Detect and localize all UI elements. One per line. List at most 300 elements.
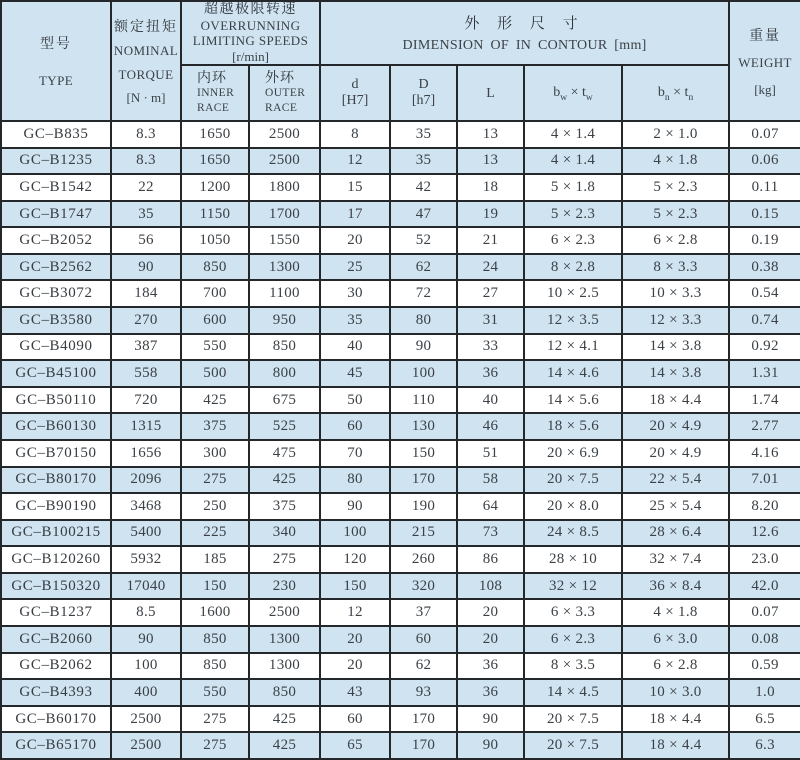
cell-D: 320 [390,573,457,600]
cell-type: GC–B2562 [1,254,111,281]
cell-D: 150 [390,440,457,467]
cell-outer-race: 1700 [249,201,320,228]
cell-L: 13 [457,148,524,175]
cell-torque: 17040 [111,573,181,600]
table-row [1,653,800,680]
cell-bn-tn: 22 × 5.4 [622,467,729,494]
cell-weight: 0.11 [729,174,800,201]
cell-L: 18 [457,174,524,201]
cell-outer-race: 1300 [249,653,320,680]
cell-L: 36 [457,653,524,680]
col-header-type [1,1,111,121]
cell-type: GC–B1235 [1,148,111,175]
table-row [1,360,800,387]
cell-D: 52 [390,227,457,254]
torque-header-unit: [N · m] [126,90,166,106]
cell-bw-tw: 20 × 7.5 [524,732,622,759]
d-header-tolerance: [H7] [341,93,369,108]
cell-d: 90 [320,493,390,520]
cell-bn-tn: 14 × 3.8 [622,334,729,361]
outer-race-zh: 外环 [265,70,295,86]
cell-torque: 400 [111,679,181,706]
cell-type: GC–B90190 [1,493,111,520]
cell-d: 60 [320,413,390,440]
cell-bw-tw: 20 × 7.5 [524,467,622,494]
cell-type: GC–B2060 [1,626,111,653]
cell-d: 35 [320,307,390,334]
col-header-speeds [181,1,320,65]
cell-bw-tw: 14 × 4.5 [524,679,622,706]
col-header-outer-race [249,65,320,121]
cell-bn-tn: 4 × 1.8 [622,148,729,175]
cell-type: GC–B45100 [1,360,111,387]
cell-L: 36 [457,360,524,387]
cell-outer-race: 425 [249,706,320,733]
cell-L: 58 [457,467,524,494]
table-row [1,626,800,653]
cell-inner-race: 225 [181,520,249,547]
cell-outer-race: 1100 [249,280,320,307]
cell-L: 64 [457,493,524,520]
inner-race-en1: INNER [197,86,235,99]
cell-L: 20 [457,626,524,653]
cell-weight: 6.5 [729,706,800,733]
cell-outer-race: 1300 [249,626,320,653]
table-row [1,573,800,600]
cell-outer-race: 800 [249,360,320,387]
D-header-symbol: D [418,77,429,92]
col-header-weight [729,1,800,121]
cell-torque: 100 [111,653,181,680]
outer-race-en1: OUTER [265,86,306,99]
table-row [1,280,800,307]
cell-bw-tw: 24 × 8.5 [524,520,622,547]
cell-weight: 7.01 [729,467,800,494]
cell-inner-race: 150 [181,573,249,600]
cell-d: 40 [320,334,390,361]
cell-bn-tn: 20 × 4.9 [622,413,729,440]
cell-D: 60 [390,626,457,653]
cell-outer-race: 1300 [249,254,320,281]
torque-header-zh: 额定扭矩 [114,19,178,35]
cell-L: 21 [457,227,524,254]
cell-weight: 23.0 [729,546,800,573]
cell-D: 93 [390,679,457,706]
cell-d: 150 [320,573,390,600]
cell-torque: 2096 [111,467,181,494]
cell-torque: 184 [111,280,181,307]
cell-bw-tw: 12 × 3.5 [524,307,622,334]
cell-bw-tw: 4 × 1.4 [524,121,622,148]
cell-D: 72 [390,280,457,307]
table-row [1,732,800,759]
cell-type: GC–B70150 [1,440,111,467]
cell-bw-tw: 20 × 6.9 [524,440,622,467]
cell-type: GC–B150320 [1,573,111,600]
cell-bn-tn: 5 × 2.3 [622,174,729,201]
cell-D: 35 [390,148,457,175]
cell-weight: 0.07 [729,599,800,626]
cell-bn-tn: 18 × 4.4 [622,706,729,733]
cell-inner-race: 275 [181,706,249,733]
cell-type: GC–B3072 [1,280,111,307]
col-header-torque [111,1,181,121]
table-row [1,121,800,148]
cell-bn-tn: 5 × 2.3 [622,201,729,228]
cell-D: 100 [390,360,457,387]
cell-L: 24 [457,254,524,281]
cell-bn-tn: 6 × 2.8 [622,227,729,254]
table-row [1,148,800,175]
cell-outer-race: 1800 [249,174,320,201]
cell-weight: 0.59 [729,653,800,680]
cell-L: 33 [457,334,524,361]
cell-type: GC–B80170 [1,467,111,494]
cell-bw-tw: 8 × 2.8 [524,254,622,281]
cell-D: 130 [390,413,457,440]
cell-torque: 5400 [111,520,181,547]
cell-d: 20 [320,227,390,254]
cell-type: GC–B2052 [1,227,111,254]
cell-weight: 12.6 [729,520,800,547]
cell-L: 13 [457,121,524,148]
cell-d: 12 [320,148,390,175]
cell-bn-tn: 2 × 1.0 [622,121,729,148]
cell-bn-tn: 10 × 3.3 [622,280,729,307]
cell-type: GC–B3580 [1,307,111,334]
cell-D: 62 [390,653,457,680]
cell-inner-race: 1150 [181,201,249,228]
cell-torque: 56 [111,227,181,254]
cell-outer-race: 850 [249,334,320,361]
cell-weight: 0.06 [729,148,800,175]
torque-header-en1: NOMINAL [113,43,179,59]
cell-weight: 0.08 [729,626,800,653]
cell-bw-tw: 18 × 5.6 [524,413,622,440]
cell-torque: 1656 [111,440,181,467]
cell-D: 260 [390,546,457,573]
cell-L: 90 [457,706,524,733]
cell-inner-race: 700 [181,280,249,307]
cell-bn-tn: 8 × 3.3 [622,254,729,281]
cell-outer-race: 1550 [249,227,320,254]
type-header-en: TYPE [38,73,74,89]
cell-inner-race: 425 [181,387,249,414]
weight-header-en: WEIGHT [738,55,792,70]
cell-D: 90 [390,334,457,361]
cell-d: 43 [320,679,390,706]
cell-inner-race: 550 [181,334,249,361]
type-header-zh: 型号 [40,36,72,52]
cell-inner-race: 1200 [181,174,249,201]
cell-type: GC–B50110 [1,387,111,414]
table-row [1,334,800,361]
col-header-D [390,65,457,121]
col-header-bw-tw [524,65,622,121]
cell-d: 30 [320,280,390,307]
cell-type: GC–B100215 [1,520,111,547]
cell-torque: 8.3 [111,148,181,175]
cell-inner-race: 1600 [181,599,249,626]
cell-D: 62 [390,254,457,281]
cell-torque: 270 [111,307,181,334]
cell-inner-race: 850 [181,626,249,653]
table-row [1,254,800,281]
cell-d: 70 [320,440,390,467]
cell-weight: 6.3 [729,732,800,759]
cell-inner-race: 300 [181,440,249,467]
table-row [1,227,800,254]
cell-torque: 35 [111,201,181,228]
cell-L: 31 [457,307,524,334]
col-header-bn-tn [622,65,729,121]
cell-bw-tw: 12 × 4.1 [524,334,622,361]
cell-inner-race: 550 [181,679,249,706]
col-header-inner-race [181,65,249,121]
cell-D: 170 [390,706,457,733]
cell-L: 40 [457,387,524,414]
L-header-symbol: L [486,86,495,101]
cell-torque: 387 [111,334,181,361]
cell-d: 80 [320,467,390,494]
cell-L: 19 [457,201,524,228]
cell-type: GC–B60170 [1,706,111,733]
cell-d: 50 [320,387,390,414]
cell-inner-race: 1050 [181,227,249,254]
cell-torque: 1315 [111,413,181,440]
cell-bn-tn: 12 × 3.3 [622,307,729,334]
cell-weight: 4.16 [729,440,800,467]
cell-bw-tw: 5 × 1.8 [524,174,622,201]
cell-outer-race: 675 [249,387,320,414]
cell-type: GC–B120260 [1,546,111,573]
cell-bn-tn: 28 × 6.4 [622,520,729,547]
cell-bn-tn: 18 × 4.4 [622,732,729,759]
cell-bw-tw: 6 × 3.3 [524,599,622,626]
cell-bw-tw: 10 × 2.5 [524,280,622,307]
table-row [1,599,800,626]
table-row [1,679,800,706]
cell-type: GC–B60130 [1,413,111,440]
weight-header-unit: [kg] [754,81,776,97]
cell-D: 47 [390,201,457,228]
d-header-symbol: d [351,77,359,92]
cell-inner-race: 250 [181,493,249,520]
cell-d: 17 [320,201,390,228]
table-row [1,467,800,494]
cell-torque: 3468 [111,493,181,520]
cell-bw-tw: 6 × 2.3 [524,626,622,653]
outer-race-en2: RACE [265,101,298,114]
cell-d: 12 [320,599,390,626]
cell-L: 27 [457,280,524,307]
cell-inner-race: 500 [181,360,249,387]
table-body [1,121,800,759]
col-header-L [457,65,524,121]
cell-D: 215 [390,520,457,547]
cell-D: 42 [390,174,457,201]
cell-torque: 2500 [111,706,181,733]
cell-d: 15 [320,174,390,201]
cell-outer-race: 850 [249,679,320,706]
cell-weight: 1.74 [729,387,800,414]
cell-torque: 720 [111,387,181,414]
cell-outer-race: 375 [249,493,320,520]
cell-inner-race: 185 [181,546,249,573]
cell-weight: 0.38 [729,254,800,281]
cell-inner-race: 375 [181,413,249,440]
col-header-d [320,65,390,121]
cell-outer-race: 275 [249,546,320,573]
cell-bn-tn: 20 × 4.9 [622,440,729,467]
cell-bw-tw: 28 × 10 [524,546,622,573]
cell-bw-tw: 32 × 12 [524,573,622,600]
torque-header-en2: TORQUE [118,66,174,82]
cell-L: 90 [457,732,524,759]
cell-D: 170 [390,732,457,759]
cell-torque: 2500 [111,732,181,759]
cell-d: 120 [320,546,390,573]
cell-D: 170 [390,467,457,494]
cell-d: 100 [320,520,390,547]
cell-type: GC–B65170 [1,732,111,759]
cell-d: 20 [320,626,390,653]
cell-L: 73 [457,520,524,547]
cell-weight: 8.20 [729,493,800,520]
cell-weight: 0.54 [729,280,800,307]
cell-torque: 90 [111,254,181,281]
cell-inner-race: 850 [181,653,249,680]
cell-bw-tw: 20 × 8.0 [524,493,622,520]
table-row [1,174,800,201]
cell-bn-tn: 10 × 3.0 [622,679,729,706]
cell-torque: 8.3 [111,121,181,148]
cell-weight: 42.0 [729,573,800,600]
cell-L: 51 [457,440,524,467]
cell-bn-tn: 18 × 4.4 [622,387,729,414]
table-row [1,520,800,547]
cell-type: GC–B1542 [1,174,111,201]
cell-inner-race: 1650 [181,148,249,175]
cell-D: 35 [390,121,457,148]
cell-bn-tn: 6 × 2.8 [622,653,729,680]
cell-D: 37 [390,599,457,626]
cell-bn-tn: 4 × 1.8 [622,599,729,626]
cell-type: GC–B4090 [1,334,111,361]
cell-d: 25 [320,254,390,281]
cell-bn-tn: 36 × 8.4 [622,573,729,600]
cell-outer-race: 2500 [249,148,320,175]
cell-outer-race: 475 [249,440,320,467]
cell-outer-race: 425 [249,732,320,759]
cell-L: 108 [457,573,524,600]
cell-type: GC–B1747 [1,201,111,228]
cell-weight: 0.07 [729,121,800,148]
cell-bw-tw: 8 × 3.5 [524,653,622,680]
cell-d: 60 [320,706,390,733]
cell-bw-tw: 4 × 1.4 [524,148,622,175]
cell-outer-race: 525 [249,413,320,440]
cell-weight: 0.74 [729,307,800,334]
inner-race-zh: 内环 [197,70,227,86]
cell-L: 20 [457,599,524,626]
cell-inner-race: 850 [181,254,249,281]
cell-d: 45 [320,360,390,387]
cell-torque: 22 [111,174,181,201]
cell-torque: 558 [111,360,181,387]
cell-outer-race: 950 [249,307,320,334]
cell-weight: 0.15 [729,201,800,228]
table-row [1,413,800,440]
speeds-header-zh: 超越极限转速 [204,2,297,17]
speeds-header-en1: OVERRUNNING [200,17,301,33]
weight-header-zh: 重量 [749,28,782,44]
table-row [1,387,800,414]
table-row [1,307,800,334]
cell-L: 36 [457,679,524,706]
col-header-dimension [320,1,729,65]
inner-race-en2: RACE [197,101,230,114]
bw-tw-header-symbol: $b_w \times t_w$ [553,85,593,103]
cell-weight: 0.19 [729,227,800,254]
dimension-header-zh: 外 形 尺 寸 [464,16,585,32]
cell-D: 190 [390,493,457,520]
cell-type: GC–B1237 [1,599,111,626]
table-row [1,706,800,733]
cell-bn-tn: 25 × 5.4 [622,493,729,520]
cell-torque: 5932 [111,546,181,573]
cell-d: 8 [320,121,390,148]
cell-outer-race: 340 [249,520,320,547]
cell-weight: 1.0 [729,679,800,706]
cell-weight: 2.77 [729,413,800,440]
cell-outer-race: 2500 [249,599,320,626]
cell-bw-tw: 14 × 5.6 [524,387,622,414]
cell-weight: 1.31 [729,360,800,387]
cell-weight: 0.92 [729,334,800,361]
table-header [1,1,800,121]
D-header-tolerance: [h7] [411,93,436,108]
cell-d: 20 [320,653,390,680]
cell-bw-tw: 5 × 2.3 [524,201,622,228]
cell-type: GC–B4393 [1,679,111,706]
cell-torque: 8.5 [111,599,181,626]
bn-tn-header-symbol: $b_n \times t_n$ [657,85,694,103]
cell-bn-tn: 6 × 3.0 [622,626,729,653]
cell-type: GC–B835 [1,121,111,148]
cell-bw-tw: 20 × 7.5 [524,706,622,733]
table-row [1,440,800,467]
cell-outer-race: 2500 [249,121,320,148]
cell-inner-race: 600 [181,307,249,334]
speeds-header-unit: [r/min] [232,48,269,64]
cell-L: 86 [457,546,524,573]
cell-type: GC–B2062 [1,653,111,680]
cell-L: 46 [457,413,524,440]
cell-torque: 90 [111,626,181,653]
cell-inner-race: 275 [181,732,249,759]
cell-outer-race: 230 [249,573,320,600]
cell-D: 80 [390,307,457,334]
cell-d: 65 [320,732,390,759]
cell-inner-race: 1650 [181,121,249,148]
cell-bw-tw: 6 × 2.3 [524,227,622,254]
cell-bn-tn: 32 × 7.4 [622,546,729,573]
dimension-header-en: DIMENSION OF IN CONTOUR [mm] [402,38,647,53]
cell-outer-race: 425 [249,467,320,494]
table-row [1,546,800,573]
table-row [1,493,800,520]
